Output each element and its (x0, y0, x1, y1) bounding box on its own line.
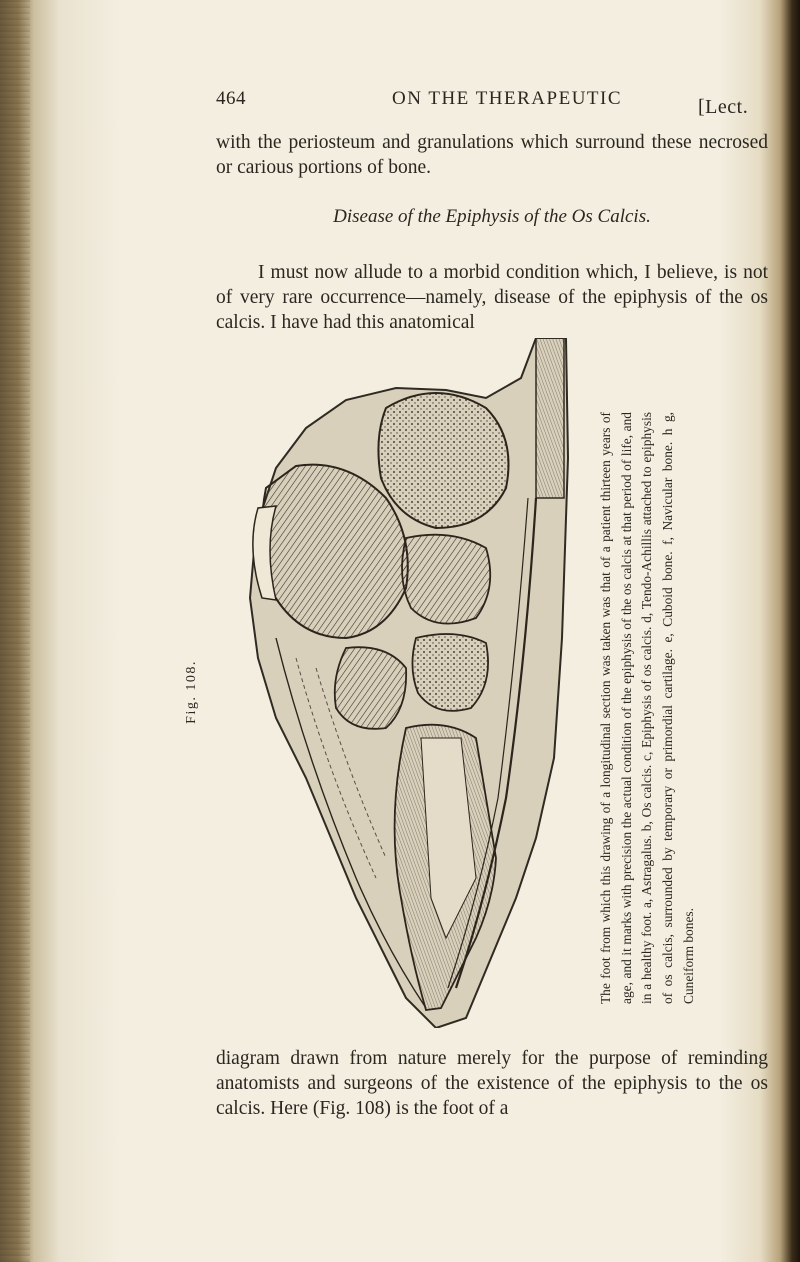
section-heading: Disease of the Epiphysis of the Os Calcis. (333, 206, 651, 227)
running-head (216, 88, 776, 118)
running-title: ON THE THERAPEUTIC (392, 88, 623, 109)
paragraph-bottom: diagram drawn from nature merely for the purpose of reminding anatomists and surgeons of the existence of the epiphysis to the os calcis. Here (Fig. 108) is the foot of a (216, 1048, 768, 1119)
foot-section-drawing (236, 338, 576, 1028)
book-page-edges (0, 0, 30, 1262)
lecture-marker: [Lect. (698, 96, 749, 118)
figure-caption: The foot from which this drawing of a longitudinal section was taken was that of a patient thirteen years of age, and it marks with precision the actual condition of the epiphysis of the os calcis at that period of life, and in a healthy foot. a, Astragalus. b, Os calcis. c, Epiphysis of os calcis. d, Tendo-Achillis attached to epiphysis of os calcis, surrounded by temporary or primordial cartilage. e, Cuboid bone. f, Navicular bone. h g, Cuneiform bones. (598, 412, 696, 1004)
foot-section-illustration (236, 338, 576, 1028)
paragraph-intro: I must now allude to a morbid condition which, I believe, is not of very rare occurrence—namely, disease of the epiphysis of the os calcis. I have had this anatomical (216, 262, 768, 333)
page-number: 464 (216, 88, 246, 109)
paragraph-top: with the periosteum and granulations which surround these necrosed or carious portions of bone. (216, 132, 768, 178)
figure-caption-block (596, 412, 726, 1004)
figure-label: Fig. 108. (184, 660, 199, 724)
